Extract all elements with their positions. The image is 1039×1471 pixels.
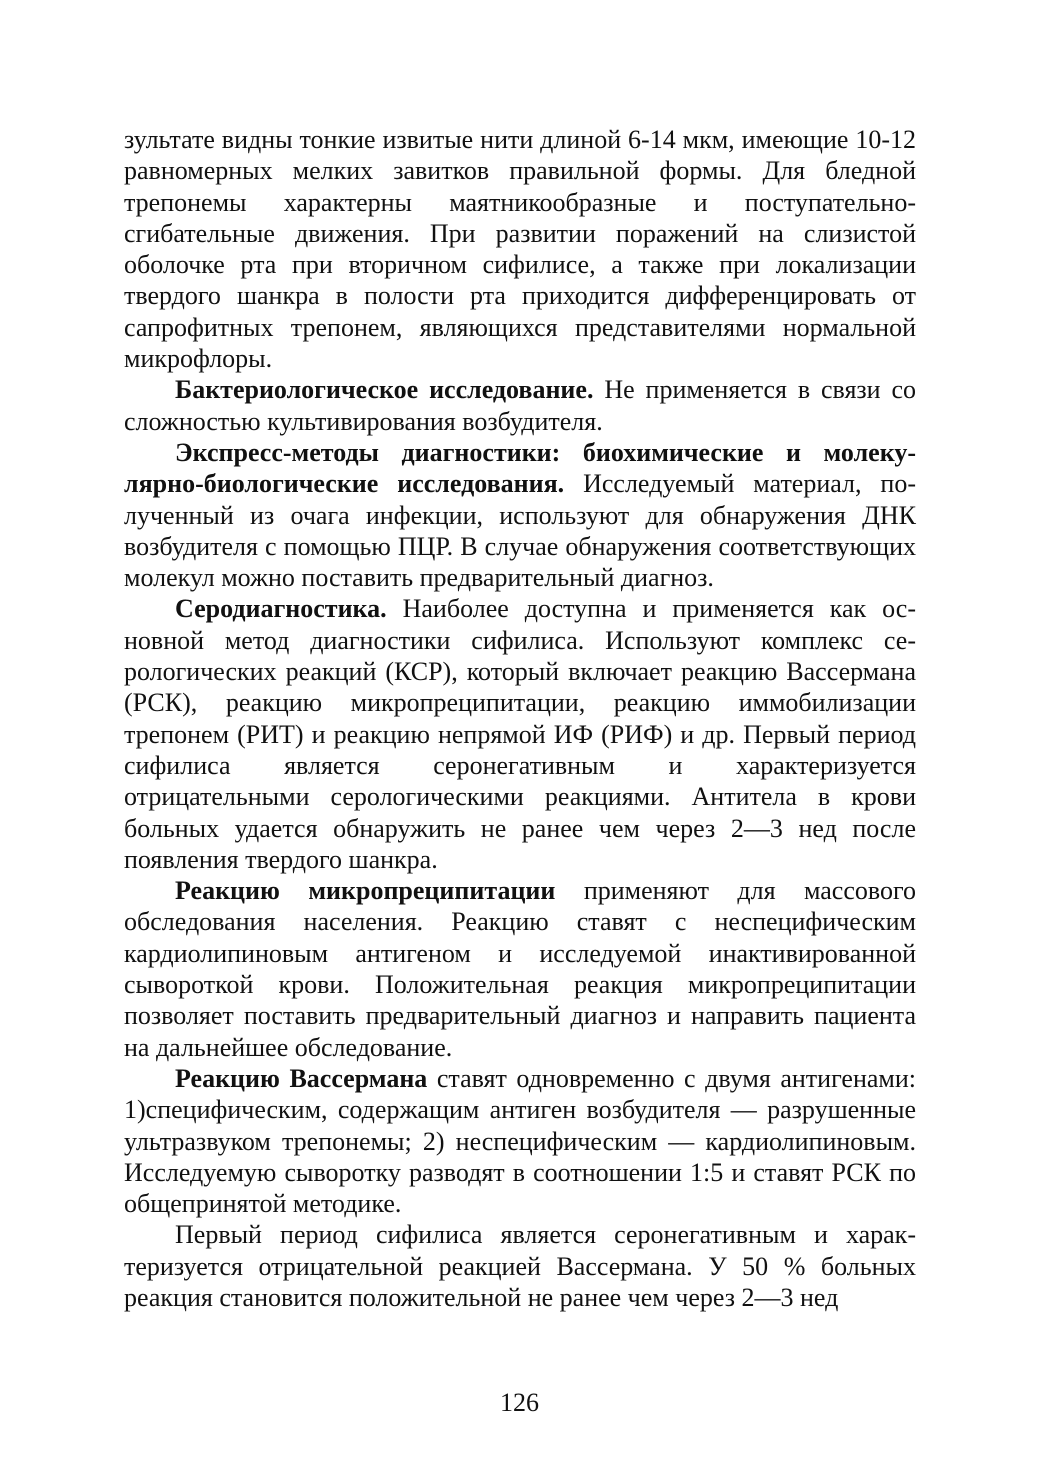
paragraph-text: ставят одновременно с двумя антигенами: 1)специфическим, содержащим антиген возбудителя — разрушенные ультразвуком трепонемы; 2) неспецифическим — кардиолипиновым. Исследуемую сыворотку разводят в соотношении 1:5 и ставят РСК по общепринятой методике.: [124, 1063, 916, 1219]
paragraph-text: зультате видны тонкие извитые нити длиной 6-14 мкм, имеющие 10-12 равномерных мелких завитков правильной формы. Для бледной трепонемы характерны маятникообразные и поступательно-сгибательные движения. При развитии поражений на слизистой оболочке рта при вторичном сифилисе, а также при локализации твердого шанкра в полости рта приходится дифференцировать от сапрофитных трепонем, являющихся представителями нормальной микрофлоры.: [124, 125, 916, 374]
paragraph-express-methods: [124, 437, 916, 593]
paragraph-bacteriological-study: [124, 374, 916, 437]
paragraph-heading: Реакцию Вассермана: [175, 1063, 428, 1093]
paragraph-heading: Серодиагностика.: [175, 594, 387, 624]
paragraph-heading: Бактериологическое исследование.: [175, 375, 594, 405]
paragraph-heading: Реакцию микропреципитации: [175, 876, 556, 906]
paragraph-serodiagnostics: [124, 593, 916, 875]
paragraph-heading: Экспресс-методы диагностики: биохимические и молекулярно-биологические исследования.: [124, 437, 916, 499]
paragraph-text: Наиболее доступна и применяется как основной метод диагностики сифилиса. Используют комплекс серологических реакций (КСР), который включает реакцию Вассермана (РСК), реакцию микропреципитации, реакцию иммобилизации трепонем (РИТ) и реакцию непрямой ИФ (РИФ) и др. Первый период сифилиса является серонегативным и характеризуется отрицательными серологическими реакциями. Антитела в крови больных удается обнаружить не ранее чем через 2—3 нед после появления твердого шанкра.: [124, 594, 916, 874]
page-number: 126: [500, 1388, 539, 1417]
paragraph-text: Исследуемый материал, полученный из очага инфекции, используют для обнаружения ДНК возбудителя с помощью ПЦР. В случае обнаружения соответствующих молекул можно поставить предварительный диагноз.: [124, 469, 917, 593]
paragraph-wassermann-reaction: [124, 1063, 916, 1219]
page-body: [124, 124, 916, 1313]
paragraph-microscopy-continuation: [124, 124, 916, 374]
paragraph-text: Первый период сифилиса является серонегативным и характеризуется отрицательной реакцией Вассермана. У 50 % больных реакция становится положительной не ранее чем через 2—3 нед: [124, 1220, 916, 1312]
paragraph-first-period: [124, 1219, 916, 1313]
paragraph-text: Не применяется в связи со сложностью культивирования возбудителя.: [124, 375, 916, 436]
paragraph-microprecipitation: [124, 875, 916, 1063]
paragraph-text: применяют для массового обследования населения. Реакцию ставят с неспецифическим кардиолипиновым антигеном и исследуемой инактивированной сывороткой крови. Положительная реакция микропреципитации позволяет поставить предварительный диагноз и направить пациента на дальнейшее обследование.: [124, 876, 917, 1062]
